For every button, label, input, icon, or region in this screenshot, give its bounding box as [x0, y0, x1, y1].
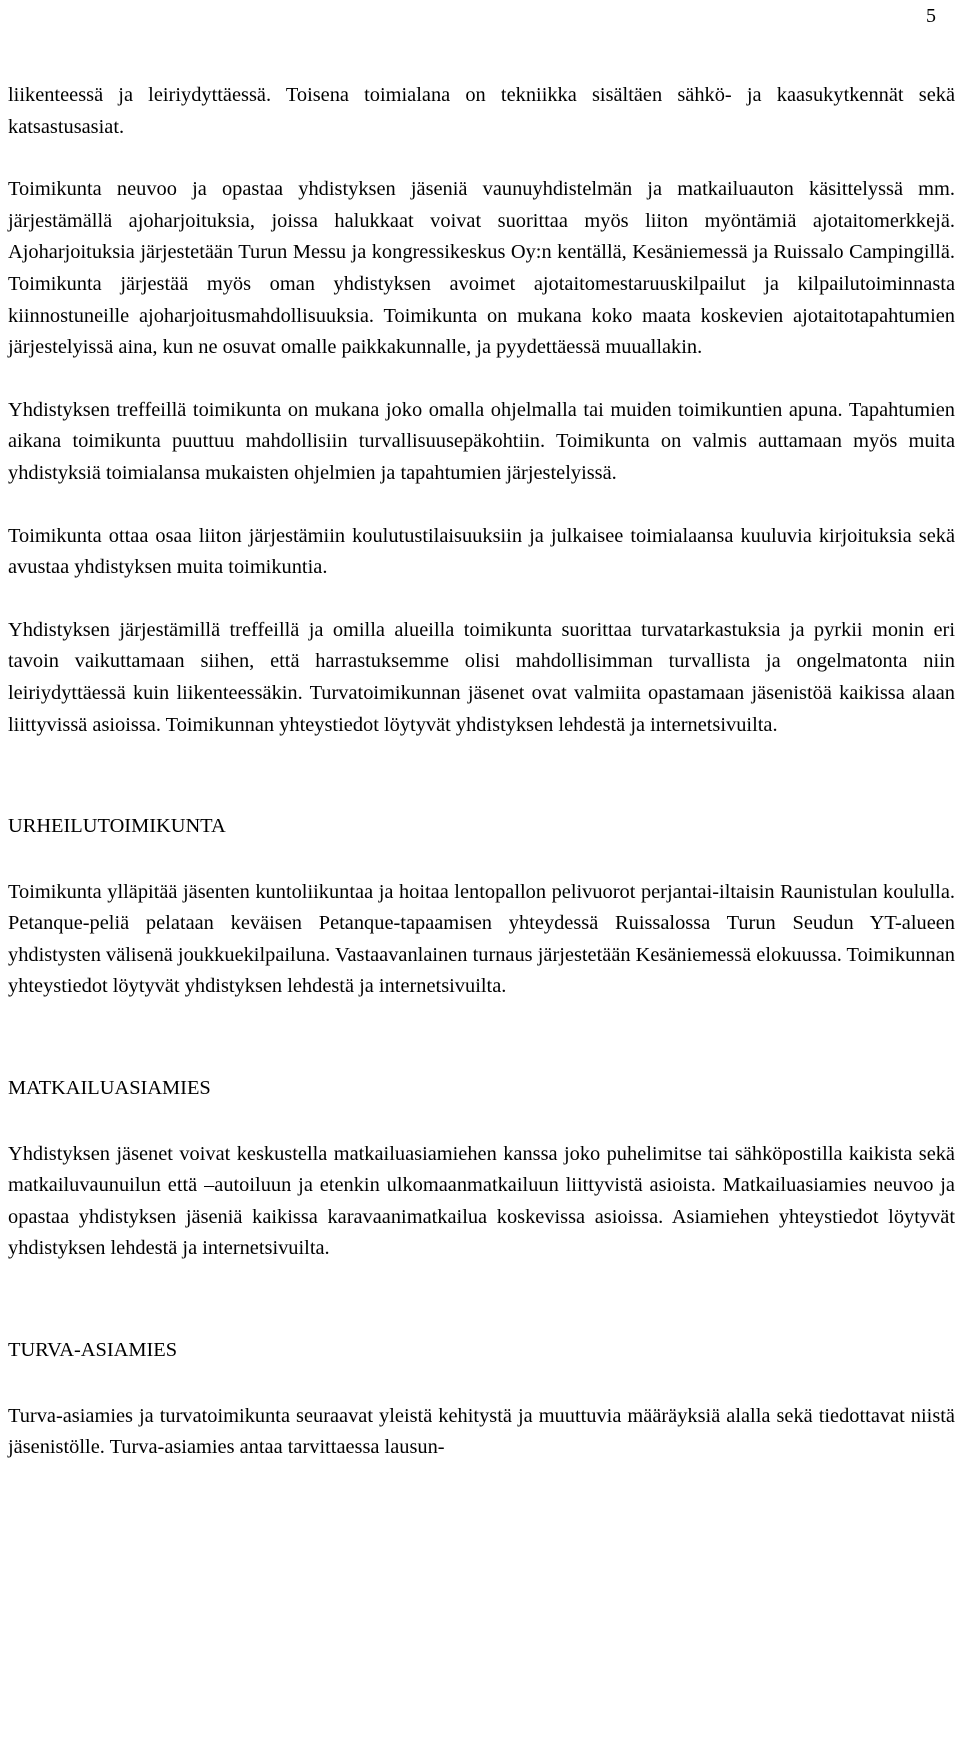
- paragraph-koulutus: Toimikunta ottaa osaa liiton järjestämiin koulutustilaisuuksiin ja julkaisee toimialaansa kuuluvia kirjoituksia sekä avustaa yhdistyksen muita toimikuntia.: [8, 524, 955, 579]
- paragraph-urheilutoimikunta: Toimikunta ylläpitää jäsenten kuntoliikuntaa ja hoitaa lentopallon pelivuorot perjantai-iltaisin Raunistulan koululla. Petanque-peliä pelataan keväisen Petanque-tapaamisen yhteydessä Ruissalossa Turun Seudun YT-alueen yhdistysten välisenä joukkuekilpailuna. Vastaavanlainen turnaus järjestetään Kesäniemessä elokuussa. Toimikunnan yhteystiedot löytyvät yhdistyksen lehdestä ja internetsivuilta.: [8, 880, 955, 998]
- paragraph-turva-asiamies: Turva-asiamies ja turvatoimikunta seuraavat yleistä kehitystä ja muuttuvia määräyksiä alalla sekä tiedottavat niistä jäsenistölle. Turva-asiamies antaa tarvittaessa lausun-: [8, 1404, 955, 1459]
- heading-urheilutoimikunta: URHEILUTOIMIKUNTA: [8, 815, 226, 838]
- paragraph-ajoharjoitukset: Toimikunta neuvoo ja opastaa yhdistyksen jäseniä vaunuyhdistelmän ja matkailuauton käsittelyssä mm. järjestämällä ajoharjoituksia, joissa halukkaat voivat suorittaa myös liiton myöntämiä ajotaitomerkkejä. Ajoharjoituksia järjestetään Turun Messu ja kongressikeskus Oy:n kentällä, Kesäniemessä ja Ruissalo Campingillä. Toimikunta järjestää myös oman yhdistyksen avoimet ajotaitomestaruuskilpailut ja kilpailutoiminnasta kiinnostuneille ajoharjoitusmahdollisuuksia. Toimikunta on mukana koko maata koskevien ajotaitotapahtumien järjestelyissä aina, kun ne osuvat omalle paikkakunnalle, ja pyydettäessä muuallakin.: [8, 178, 955, 359]
- heading-turva-asiamies: TURVA-ASIAMIES: [8, 1339, 178, 1362]
- paragraph-leiriytyminen: liikenteessä ja leiriydyttäessä. Toisena toimialana on tekniikka sisältäen sähkö- ja kaasukytkennät sekä katsastusasiat.: [8, 84, 955, 138]
- heading-matkailuasiamies: MATKAILUASIAMIES: [8, 1077, 211, 1100]
- page-number: 5: [926, 5, 936, 27]
- paragraph-treffit: Yhdistyksen treffeillä toimikunta on mukana joko omalla ohjelmalla tai muiden toimikuntien apuna. Tapahtumien aikana toimikunta puuttuu mahdollisiin turvallisuusepäkohtiin. Toimikunta on valmis auttamaan myös muita yhdistyksiä toimialansa mukaisten ohjelmien ja tapahtumien järjestelyissä.: [8, 398, 955, 484]
- paragraph-turvatarkastukset: Yhdistyksen järjestämillä treffeillä ja omilla alueilla toimikunta suorittaa turvatarkastuksia ja pyrkii monin eri tavoin vaikuttamaan siihen, että harrastuksemme olisi mahdollisimman turvallista ja ongelmatonta niin leiriydyttäessä kuin liikenteessäkin. Turvatoimikunnan jäsenet ovat valmiita opastamaan jäsenistöä kaikissa alaan liittyvissä asioissa. Toimikunnan yhteystiedot löytyvät yhdistyksen lehdestä ja internetsivuilta.: [8, 618, 955, 736]
- paragraph-matkailuasiamies: Yhdistyksen jäsenet voivat keskustella matkailuasiamiehen kanssa joko puhelimitse tai sähköpostilla kaikista sekä matkailuvaunuilun että –autoiluun ja etenkin ulkomaanmatkailuun liittyvistä asioista. Matkailuasiamies neuvoo ja opastaa yhdistyksen jäseniä kaikissa karavaanimatkailua koskevissa asioissa. Asiamiehen yhteystiedot löytyvät yhdistyksen lehdestä ja internetsivuilta.: [8, 1142, 955, 1260]
- document-body: [8, 80, 955, 1464]
